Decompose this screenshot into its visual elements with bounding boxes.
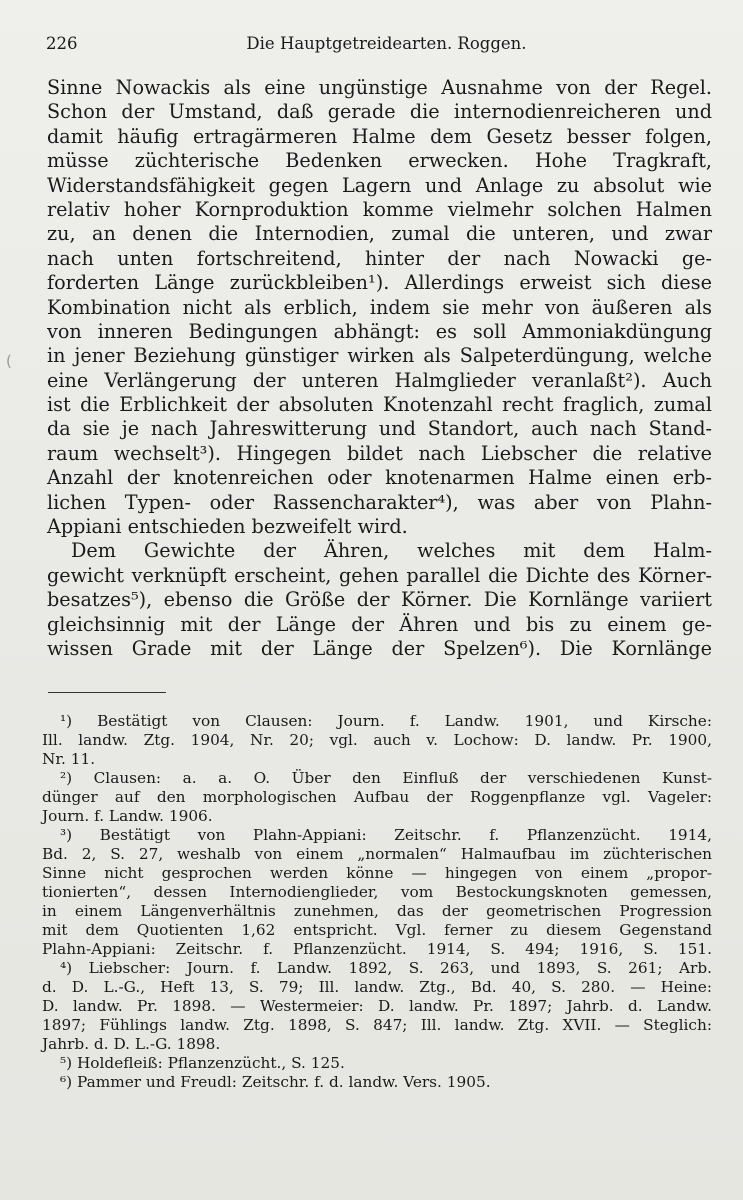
page-header (36, 34, 707, 58)
margin-pencil-mark: ( (6, 352, 12, 370)
text-line: da sie je nach Jahreswitterung und Standort, auch nach Stand- (47, 417, 712, 441)
footnote-line: Journ. f. Landw. 1906. (42, 807, 213, 825)
footnote-line: Plahn-Appiani: Zeitschr. f. Pflanzenzücht. 1914, S. 494; 1916, S. 151. (42, 940, 712, 958)
text-line: Dem Gewichte der Ähren, welches mit dem Halm- (71, 539, 712, 563)
footnote-separator (48, 692, 166, 693)
footnote-line: Jahrb. d. D. L.-G. 1898. (42, 1035, 221, 1053)
footnote-line: ⁴) Liebscher: Journ. f. Landw. 1892, S. 263, und 1893, S. 261; Arb. (60, 959, 712, 977)
text-line: relativ hoher Kornproduktion komme vielmehr solchen Halmen (47, 197, 712, 221)
text-line: Schon der Umstand, daß gerade die internodienreicheren und (47, 100, 712, 124)
text-line: raum wechselt³). Hingegen bildet nach Liebscher die relative (47, 441, 712, 465)
footnote-line: d. D. L.-G., Heft 13, S. 79; Ill. landw. Ztg., Bd. 40, S. 280. — Heine: (42, 978, 712, 996)
text-line: zu, an denen die Internodien, zumal die unteren, und zwar (47, 222, 712, 246)
footnote-line: ⁶) Pammer und Freudl: Zeitschr. f. d. landw. Vers. 1905. (60, 1073, 491, 1091)
text-line: Kombination nicht als erblich, indem sie mehr von äußeren als (47, 295, 712, 319)
text-line: wissen Grade mit der Länge der Spelzen⁶). Die Kornlänge (47, 636, 712, 660)
text-line: Widerstandsfähigkeit gegen Lagern und Anlage zu absolut wie (47, 173, 712, 197)
footnote-line: ³) Bestätigt von Plahn-Appiani: Zeitschr. f. Pflanzenzücht. 1914, (60, 826, 712, 844)
footnote-line: ²) Clausen: a. a. O. Über den Einfluß der verschiedenen Kunst- (60, 769, 712, 787)
footnote-line: ⁵) Holdefleiß: Pflanzenzücht., S. 125. (60, 1054, 345, 1072)
footnote-line: tionierten“, dessen Internodienglieder, vom Bestockungsknoten gemessen, (42, 883, 712, 901)
footnote-line: Bd. 2, S. 27, weshalb von einem „normalen“ Halmaufbau im züchterischen (42, 845, 712, 863)
footnote-line: 1897; Fühlings landw. Ztg. 1898, S. 847; Ill. landw. Ztg. XVII. — Steglich: (42, 1016, 712, 1034)
footnotes (42, 712, 712, 1092)
text-line: ist die Erblichkeit der absoluten Knotenzahl recht fraglich, zumal (47, 393, 712, 417)
text-line: lichen Typen- oder Rassencharakter⁴), was aber von Plahn- (47, 490, 712, 514)
text-line: müsse züchterische Bedenken erwecken. Hohe Tragkraft, (47, 149, 712, 173)
footnote-line: in einem Längenverhältnis zunehmen, das der geometrischen Progression (42, 902, 712, 920)
page-number: 226 (46, 34, 78, 53)
text-line: Appiani entschieden bezweifelt wird. (47, 515, 408, 539)
text-line: damit häufig ertragärmeren Halme dem Gesetz besser folgen, (47, 124, 712, 148)
footnote-line: mit dem Quotienten 1,62 entspricht. Vgl. ferner zu diesem Gegenstand (42, 921, 712, 939)
footnote-line: ¹) Bestätigt von Clausen: Journ. f. Landw. 1901, und Kirsche: (60, 712, 712, 730)
text-line: forderten Länge zurückbleiben¹). Allerdings erweist sich diese (47, 271, 712, 295)
footnote-line: Ill. landw. Ztg. 1904, Nr. 20; vgl. auch v. Lochow: D. landw. Pr. 1900, (42, 731, 712, 749)
footnote-line: Nr. 11. (42, 750, 96, 768)
text-line: Sinne Nowackis als eine ungünstige Ausnahme von der Regel. (47, 76, 712, 99)
main-text (47, 76, 712, 661)
text-line: Anzahl der knotenreichen oder knotenarmen Halme einen erb- (47, 466, 712, 490)
footnote-line: Sinne nicht gesprochen werden könne — hingegen von einem „propor- (42, 864, 712, 882)
footnote-line: dünger auf den morphologischen Aufbau der Roggenpflanze vgl. Vageler: (42, 788, 712, 806)
text-line: gleichsinnig mit der Länge der Ähren und bis zu einem ge- (47, 612, 712, 636)
footnote-line: D. landw. Pr. 1898. — Westermeier: D. landw. Pr. 1897; Jahrb. d. Landw. (42, 997, 712, 1015)
text-line: gewicht verknüpft erscheint, gehen parallel die Dichte des Körner- (47, 563, 712, 587)
text-line: in jener Beziehung günstiger wirken als Salpeterdüngung, welche (47, 344, 712, 368)
text-line: besatzes⁵), ebenso die Größe der Körner. Die Kornlänge variiert (47, 588, 712, 612)
text-line: eine Verlängerung der unteren Halmglieder veranlaßt²). Auch (47, 368, 712, 392)
text-line: nach unten fortschreitend, hinter der nach Nowacki ge- (47, 246, 712, 270)
running-title: Die Hauptgetreidearten. Roggen. (246, 34, 527, 53)
text-line: von inneren Bedingungen abhängt: es soll Ammoniakdüngung (47, 319, 712, 343)
